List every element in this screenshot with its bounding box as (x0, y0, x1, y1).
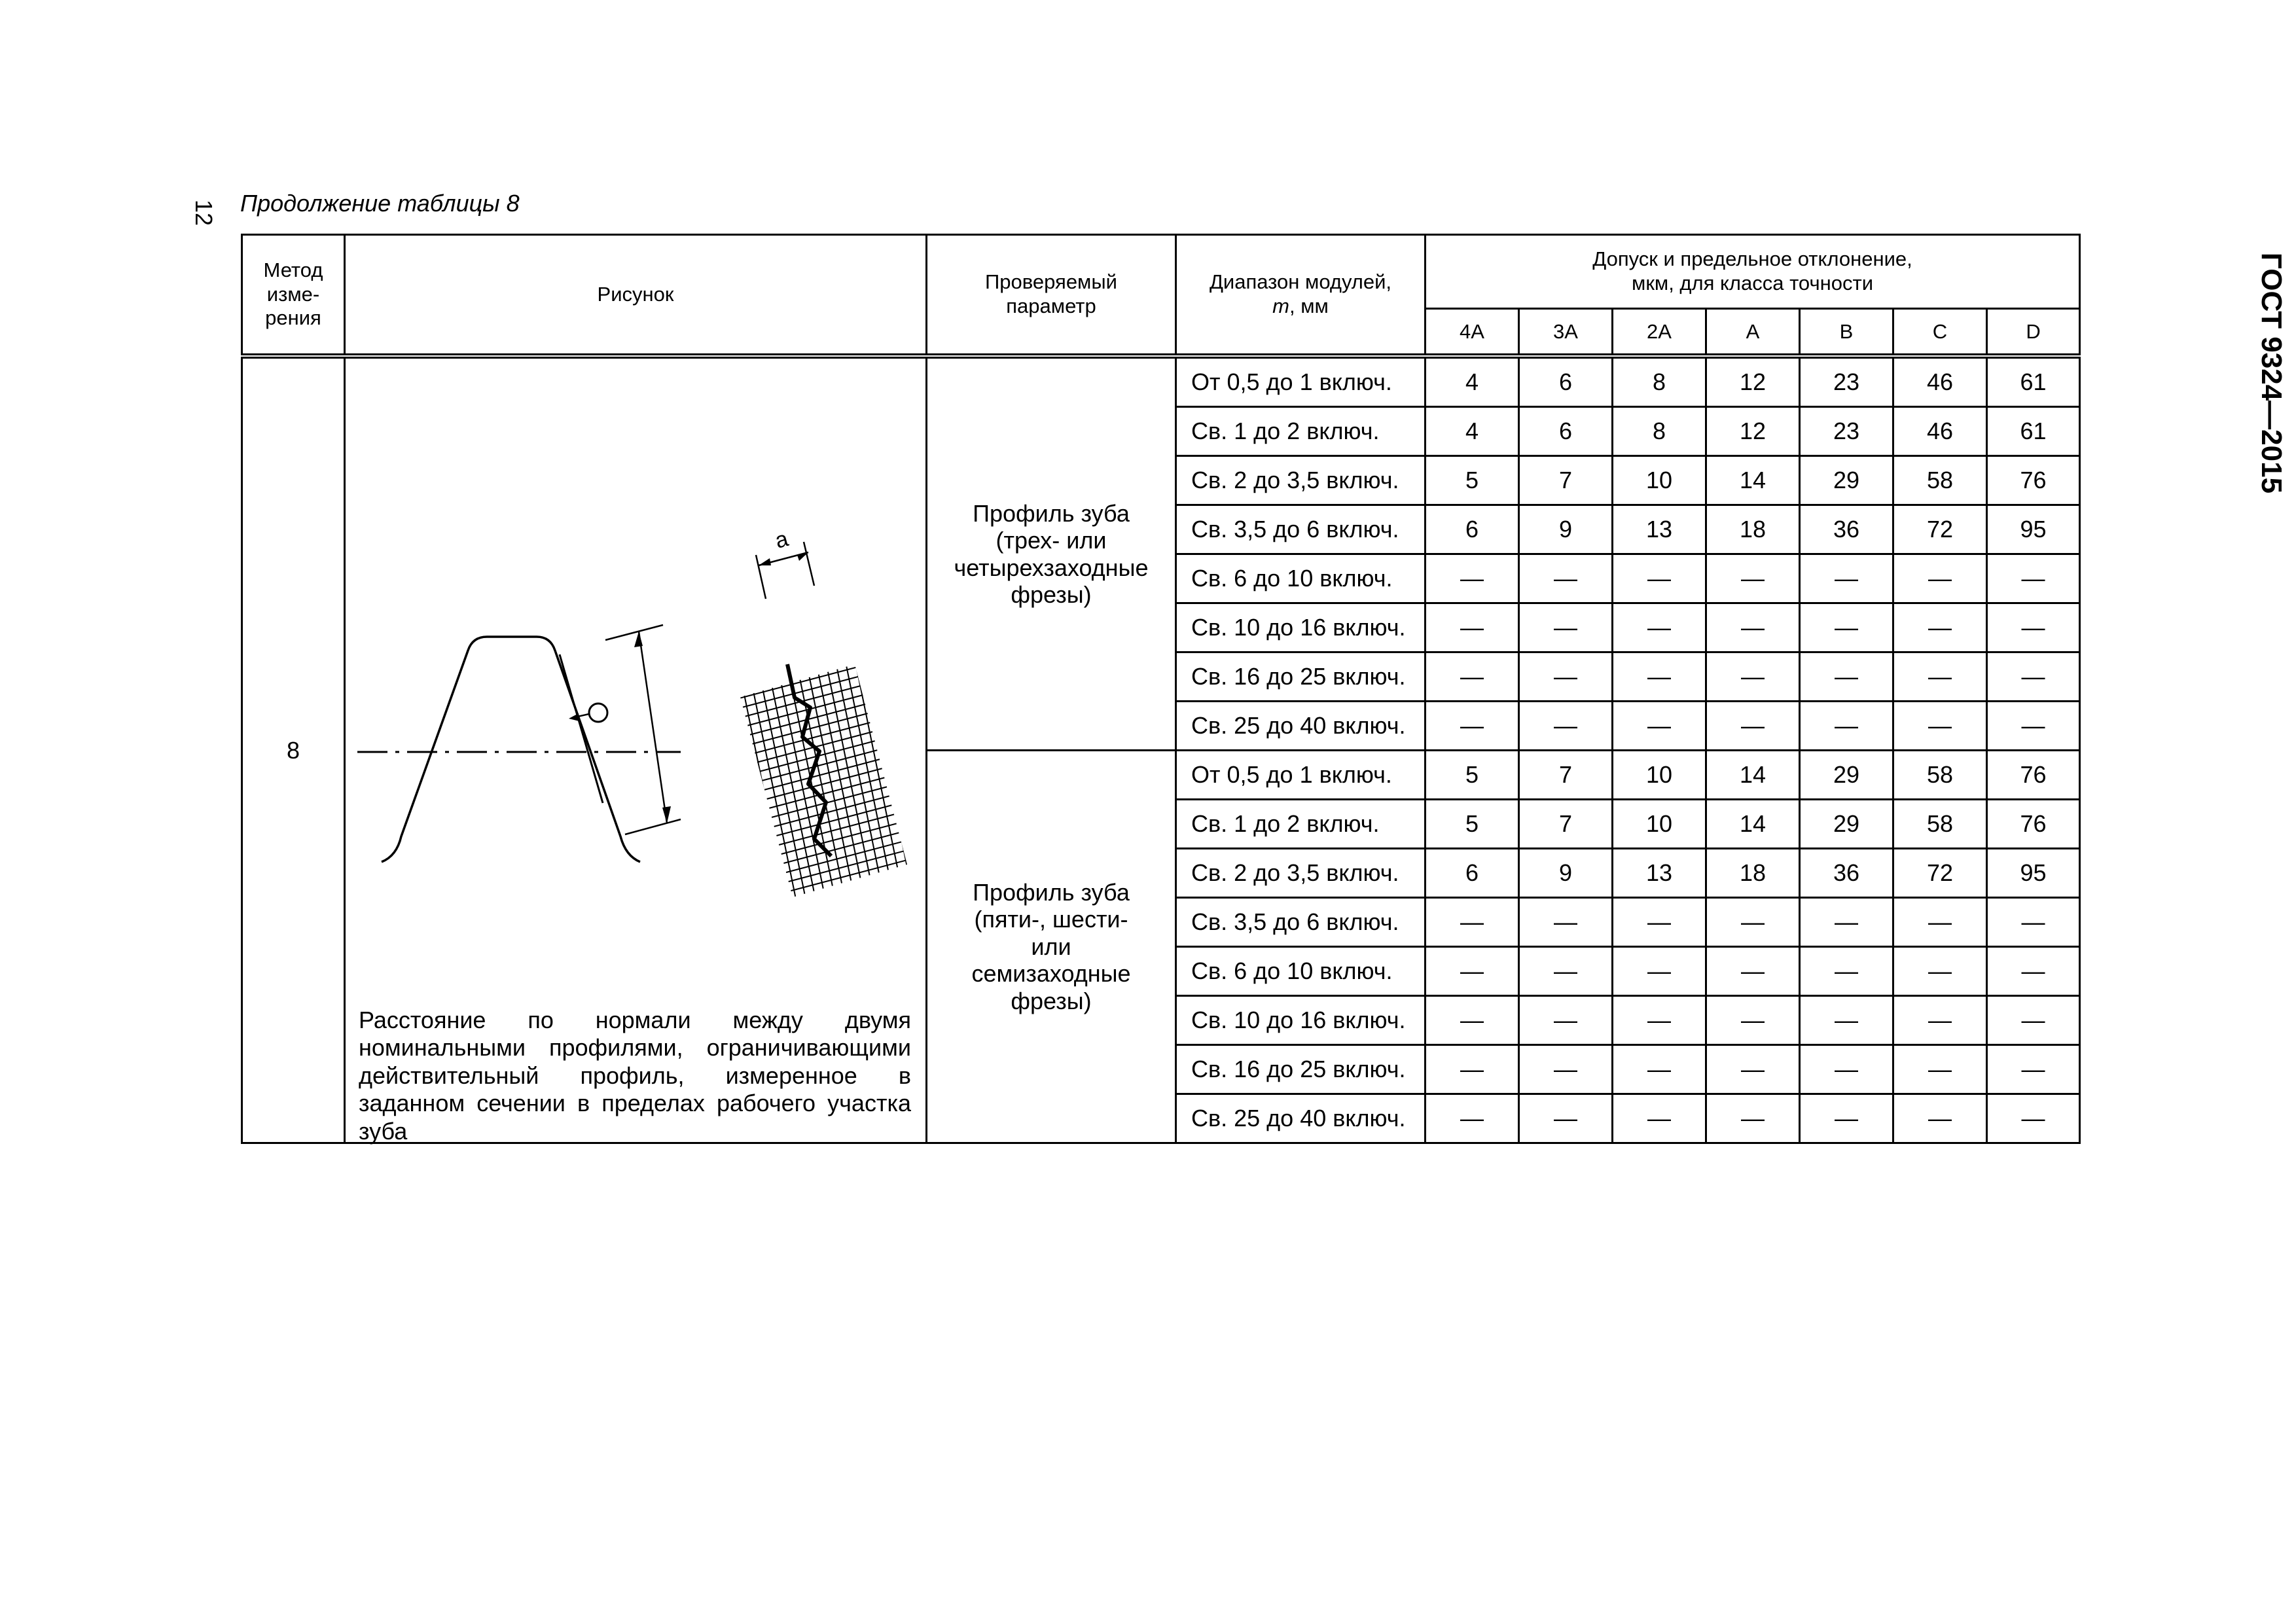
module-unit: , мм (1289, 294, 1329, 317)
tolerance-value-cell: — (1987, 1045, 2080, 1094)
tolerance-value-cell: — (1800, 603, 1893, 652)
tolerance-value-cell: — (1706, 702, 1800, 751)
tolerance-value-cell: — (1800, 898, 1893, 947)
tolerance-value-cell: 14 (1706, 456, 1800, 505)
tolerance-value-cell: — (1613, 652, 1706, 702)
figure-description: Расстояние по нормали между двумя номинальными профилями, ограничивающими действительный профиль, измеренное в заданном сечении в пределах рабочего участка зуба (359, 1007, 911, 1145)
module-range-cell: Св. 10 до 16 включ. (1176, 603, 1426, 652)
tolerance-value-cell: 13 (1613, 505, 1706, 554)
parameter-cell (927, 356, 1176, 751)
tolerance-value-cell: — (1800, 1094, 1893, 1143)
tolerance-value-cell: 8 (1613, 407, 1706, 456)
tolerance-value-cell: — (1987, 554, 2080, 603)
module-range-cell: Св. 6 до 10 включ. (1176, 947, 1426, 996)
tolerance-value-cell: 29 (1800, 800, 1893, 849)
tolerance-value-cell: — (1426, 702, 1519, 751)
tolerance-value-cell: 7 (1519, 751, 1613, 800)
tolerance-table (241, 234, 2081, 1144)
header-class-3: A (1706, 309, 1800, 357)
tolerance-value-cell: 36 (1800, 849, 1893, 898)
tolerance-value-cell: — (1800, 652, 1893, 702)
header-figure: Рисунок (345, 235, 927, 357)
tolerance-value-cell: — (1893, 898, 1987, 947)
tolerance-value-cell: — (1519, 652, 1613, 702)
tolerance-value-cell: — (1706, 996, 1800, 1045)
tolerance-value-cell: 6 (1426, 849, 1519, 898)
module-range-cell: Св. 3,5 до 6 включ. (1176, 898, 1426, 947)
tolerance-value-cell: — (1519, 947, 1613, 996)
tolerance-value-cell: — (1987, 652, 2080, 702)
tolerance-value-cell: 9 (1519, 849, 1613, 898)
tolerance-value-cell: — (1519, 898, 1613, 947)
tolerance-value-cell: — (1613, 996, 1706, 1045)
tolerance-value-cell: 10 (1613, 456, 1706, 505)
tolerance-value-cell: — (1706, 603, 1800, 652)
tolerance-value-cell: 10 (1613, 800, 1706, 849)
tolerance-value-cell: 18 (1706, 505, 1800, 554)
module-range-cell: Св. 2 до 3,5 включ. (1176, 456, 1426, 505)
tolerance-value-cell: 13 (1613, 849, 1706, 898)
tooth-profile (382, 637, 640, 862)
header-class-1: 3A (1519, 309, 1613, 357)
tolerance-value-cell: 58 (1893, 800, 1987, 849)
standard-title: ГОСТ 9324—2015 (2255, 252, 2287, 494)
tolerance-value-cell: 5 (1426, 456, 1519, 505)
tolerance-value-cell: — (1706, 554, 1800, 603)
tolerance-value-cell: 8 (1613, 356, 1706, 407)
tolerance-value-cell: — (1613, 702, 1706, 751)
header-class-5: C (1893, 309, 1987, 357)
tolerance-value-cell: — (1519, 1094, 1613, 1143)
tolerance-value-cell: — (1800, 1045, 1893, 1094)
tolerance-value-cell: 7 (1519, 800, 1613, 849)
tolerance-value-cell: 23 (1800, 407, 1893, 456)
tolerance-value-cell: — (1893, 652, 1987, 702)
tolerance-value-cell: — (1519, 1045, 1613, 1094)
tolerance-value-cell: 18 (1706, 849, 1800, 898)
tolerance-value-cell: 72 (1893, 849, 1987, 898)
tolerance-value-cell: — (1893, 554, 1987, 603)
tolerance-value-cell: — (1426, 652, 1519, 702)
header-tolerance-group: Допуск и предельное отклонение, мкм, для класса точности (1426, 235, 2080, 309)
tolerance-value-cell: — (1426, 1094, 1519, 1143)
tolerance-value-cell: — (1426, 947, 1519, 996)
header-class-4: B (1800, 309, 1893, 357)
module-range-cell: Св. 25 до 40 включ. (1176, 1094, 1426, 1143)
tolerance-value-cell: — (1613, 1094, 1706, 1143)
tolerance-value-cell: 76 (1987, 456, 2080, 505)
tolerance-value-cell: — (1426, 898, 1519, 947)
tolerance-value-cell: 46 (1893, 356, 1987, 407)
tolerance-value-cell: — (1426, 1045, 1519, 1094)
tolerance-value-cell: — (1613, 603, 1706, 652)
module-range-cell: Св. 16 до 25 включ. (1176, 652, 1426, 702)
module-symbol: m (1272, 294, 1289, 317)
tolerance-value-cell: — (1987, 947, 2080, 996)
tolerance-value-cell: — (1706, 947, 1800, 996)
tolerance-value-cell: — (1426, 996, 1519, 1045)
tolerance-value-cell: 76 (1987, 751, 2080, 800)
module-range-cell: От 0,5 до 1 включ. (1176, 751, 1426, 800)
module-range-cell: Св. 3,5 до 6 включ. (1176, 505, 1426, 554)
tolerance-value-cell: 95 (1987, 849, 2080, 898)
module-range-cell: Св. 2 до 3,5 включ. (1176, 849, 1426, 898)
table-row (242, 356, 2080, 407)
tolerance-value-cell: 14 (1706, 800, 1800, 849)
tolerance-value-cell: — (1893, 996, 1987, 1045)
tolerance-value-cell: 76 (1987, 800, 2080, 849)
tolerance-value-cell: 12 (1706, 407, 1800, 456)
tolerance-value-cell: — (1519, 554, 1613, 603)
tolerance-value-cell: 61 (1987, 407, 2080, 456)
table-caption: Продолжение таблицы 8 (240, 190, 520, 217)
tolerance-value-cell: 29 (1800, 751, 1893, 800)
label-a: a (772, 526, 791, 554)
tolerance-value-cell: 4 (1426, 356, 1519, 407)
header-parameter: Проверяемый параметр (927, 235, 1176, 357)
tolerance-value-cell: 12 (1706, 356, 1800, 407)
page-number: 12 (190, 199, 217, 226)
tolerance-value-cell: — (1893, 1045, 1987, 1094)
tolerance-value-cell: — (1613, 1045, 1706, 1094)
tolerance-value-cell: 5 (1426, 800, 1519, 849)
header-class-2: 2A (1613, 309, 1706, 357)
dimension-line (639, 632, 667, 823)
tolerance-value-cell: — (1800, 996, 1893, 1045)
tolerance-value-cell: — (1987, 898, 2080, 947)
tolerance-value-cell: — (1519, 996, 1613, 1045)
tolerance-value-cell: 36 (1800, 505, 1893, 554)
module-range-cell: Св. 25 до 40 включ. (1176, 702, 1426, 751)
module-range-cell: От 0,5 до 1 включ. (1176, 356, 1426, 407)
tolerance-value-cell: 4 (1426, 407, 1519, 456)
tolerance-value-cell: — (1706, 898, 1800, 947)
tolerance-value-cell: — (1893, 947, 1987, 996)
tolerance-value-cell: — (1519, 702, 1613, 751)
parameter-label: Профиль зуба (трех- или четырехзаходные фрезы) (954, 499, 1149, 608)
tolerance-value-cell: — (1426, 554, 1519, 603)
tolerance-value-cell: 6 (1519, 407, 1613, 456)
tolerance-value-cell: 10 (1613, 751, 1706, 800)
tolerance-value-cell: — (1706, 1094, 1800, 1143)
tolerance-value-cell: 5 (1426, 751, 1519, 800)
tolerance-value-cell: 58 (1893, 456, 1987, 505)
tolerance-value-cell: 6 (1519, 356, 1613, 407)
module-range-cell: Св. 1 до 2 включ. (1176, 800, 1426, 849)
tolerance-value-cell: 9 (1519, 505, 1613, 554)
tolerance-value-cell: — (1613, 947, 1706, 996)
grid-detail (712, 578, 927, 971)
module-range-cell: Св. 1 до 2 включ. (1176, 407, 1426, 456)
tolerance-value-cell: — (1893, 702, 1987, 751)
tolerance-value-cell: 7 (1519, 456, 1613, 505)
tolerance-value-cell: 6 (1426, 505, 1519, 554)
header-module-range: Диапазон модулей, m, мм (1176, 235, 1426, 357)
tolerance-value-cell: — (1893, 1094, 1987, 1143)
header-class-6: D (1987, 309, 2080, 357)
tolerance-value-cell: — (1613, 554, 1706, 603)
tolerance-value-cell: — (1613, 898, 1706, 947)
header-method: Метод изме- рения (242, 235, 345, 357)
tolerance-value-cell: 72 (1893, 505, 1987, 554)
tolerance-value-cell: — (1987, 996, 2080, 1045)
tolerance-value-cell: — (1987, 702, 2080, 751)
parameter-label: Профиль зуба (пяти-, шести- или семизаходные фрезы) (971, 879, 1131, 1014)
module-range-cell: Св. 10 до 16 включ. (1176, 996, 1426, 1045)
tolerance-value-cell: — (1706, 652, 1800, 702)
tolerance-value-cell: — (1987, 603, 2080, 652)
tolerance-value-cell: 58 (1893, 751, 1987, 800)
tolerance-value-cell: — (1706, 1045, 1800, 1094)
tolerance-value-cell: — (1893, 603, 1987, 652)
tolerance-value-cell: 46 (1893, 407, 1987, 456)
tolerance-value-cell: 61 (1987, 356, 2080, 407)
tolerance-value-cell: — (1987, 1094, 2080, 1143)
tolerance-value-cell: 29 (1800, 456, 1893, 505)
method-number: 8 (242, 356, 345, 1143)
tolerance-line (560, 654, 603, 803)
tolerance-value-cell: 23 (1800, 356, 1893, 407)
tolerance-value-cell: — (1426, 603, 1519, 652)
tolerance-value-cell: — (1800, 702, 1893, 751)
measure-point-icon (589, 704, 607, 722)
tolerance-value-cell: 95 (1987, 505, 2080, 554)
figure-cell (345, 356, 927, 1143)
module-range-cell: Св. 6 до 10 включ. (1176, 554, 1426, 603)
module-range-cell: Св. 16 до 25 включ. (1176, 1045, 1426, 1094)
header-class-0: 4A (1426, 309, 1519, 357)
tolerance-value-cell: — (1519, 603, 1613, 652)
parameter-cell (927, 751, 1176, 1143)
tolerance-value-cell: 14 (1706, 751, 1800, 800)
tolerance-value-cell: — (1800, 554, 1893, 603)
tolerance-value-cell: — (1800, 947, 1893, 996)
